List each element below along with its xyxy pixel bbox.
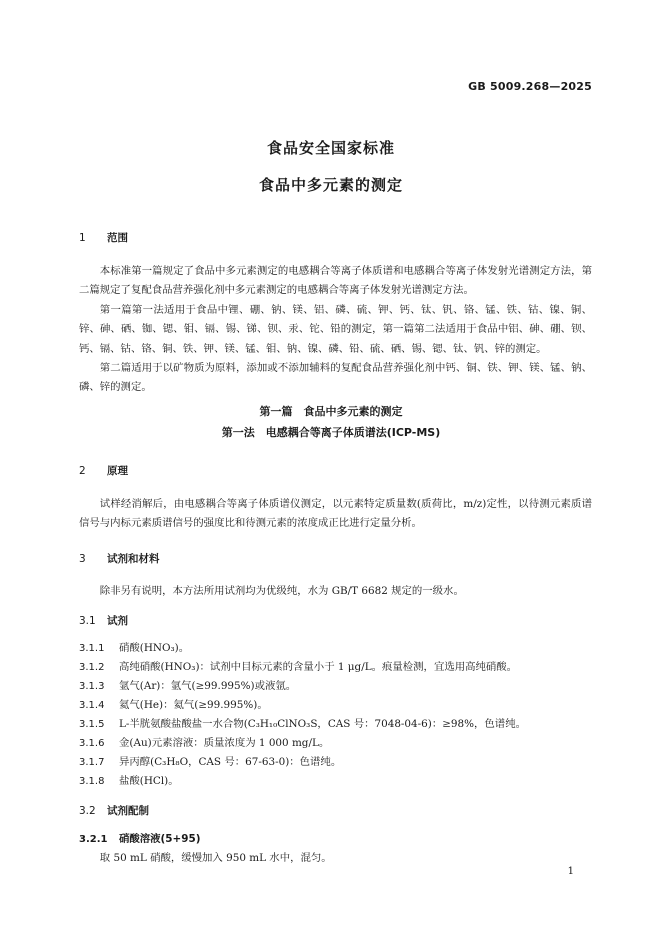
item-text: 氦气(He)：氦气(≥99.995%)。 [119,699,268,711]
item-text: 硝酸(HNO₃)。 [119,642,190,654]
paragraph: 试样经消解后，由电感耦合等离子体质谱仪测定，以元素特定质量数(质荷比，m/z)定性，以待测元素质谱信号与内标元素质谱信号的强度比和待测元素的浓度成正比进行定量分析。 [79,498,592,530]
standard-code: GB 5009.268—2025 [468,80,592,93]
reagent-item [79,753,341,768]
item-number: 3.1.7 [79,757,105,768]
section-number: 1 [79,232,86,244]
section-3-heading [79,551,160,566]
item-text: 高纯硝酸(HNO₃)：试剂中目标元素的含量小于 1 μg/L。痕量检测，宜选用高纯硝酸。 [119,661,518,673]
page-number: 1 [567,866,574,877]
section-title: 试剂和材料 [107,553,160,565]
part-title: 第一篇 食品中多元素的测定 [259,405,403,418]
paragraph: 取 50 mL 硝酸，缓慢加入 950 mL 水中，混匀。 [99,852,332,864]
subsection-3-2-heading [79,803,149,818]
section-title: 范围 [107,232,128,244]
subsection-title: 试剂配制 [107,805,149,817]
item-text: 金(Au)元素溶液：质量浓度为 1 000 mg/L。 [119,737,330,749]
document-title-line2: 食品中多元素的测定 [258,176,403,194]
paragraph: 除非另有说明，本方法所用试剂均为优级纯，水为 GB/T 6682 规定的一级水。 [99,585,464,597]
item-text: 盐酸(HCl)。 [119,775,179,787]
reagent-item [79,715,526,730]
item-number: 3.1.1 [79,643,105,654]
item-text: 异丙醇(C₃H₈O，CAS 号：67-63-0)：色谱纯。 [119,756,342,768]
subsection-3-1-heading [79,613,128,628]
section-number: 3 [79,553,86,565]
subsection-title: 试剂 [107,615,128,627]
section-3-body [79,582,592,601]
method-title: 第一法 电感耦合等离子体质谱法(ICP-MS) [221,426,441,439]
paragraph: 本标准第一篇规定了食品中多元素测定的电感耦合等离子体质谱和电感耦合等离子体发射光谱测定方法，第二篇规定了复配食品营养强化剂中多元素测定的电感耦合等离子体发射光谱测定方法。 [79,265,592,297]
section-number: 2 [79,465,86,477]
section-2-heading [79,463,128,478]
item-number: 3.1.2 [79,662,105,673]
subsection-number: 3.1 [79,615,96,627]
section-1-heading [79,230,128,245]
item-number: 3.1.3 [79,681,105,692]
section-1-body [79,262,592,398]
reagent-item [79,772,179,787]
document-title-line1: 食品安全国家标准 [266,139,395,157]
item-text: 氩气(Ar)：氩气(≥99.995%)或液氩。 [119,680,297,692]
section-2-body [79,495,592,534]
item-number: 3.1.8 [79,776,105,787]
item-number: 3.2.1 [79,834,108,845]
paragraph: 第二篇适用于以矿物质为原料，添加或不添加辅料的复配食品营养强化剂中钙、铜、铁、钾、镁、锰、钠、磷、锌的测定。 [79,362,592,394]
item-text: 硝酸溶液(5+95) [119,833,201,845]
item-text: L-半胱氨酸盐酸盐一水合物(C₃H₁₀ClNO₃S，CAS 号：7048-04-6)：≥98%，色谱纯。 [119,718,526,730]
subsection-3-2-1-body [79,849,592,868]
reagent-item [79,639,189,654]
subsection-3-2-1-heading [79,830,200,845]
paragraph: 第一篇第一法适用于食品中锂、硼、钠、镁、铝、磷、硫、钾、钙、钛、钒、铬、锰、铁、钴、镍、铜、锌、砷、硒、铷、锶、钼、镉、锡、锑、钡、汞、铊、铅的测定，第一篇第二法适用于食品中铝、砷、硼、钡、钙、镉、钴、铬、铜、铁、钾、镁、锰、钼、钠、镍、磷、铅、硫、硒、锡、锶、钛、钒、锌的测定。 [79,303,592,355]
item-number: 3.1.5 [79,719,105,730]
reagent-item [79,677,296,692]
item-number: 3.1.6 [79,738,105,749]
reagent-item [79,658,517,673]
reagent-item [79,734,329,749]
section-title: 原理 [107,465,128,477]
subsection-number: 3.2 [79,805,96,817]
reagent-item [79,696,268,711]
item-number: 3.1.4 [79,700,105,711]
